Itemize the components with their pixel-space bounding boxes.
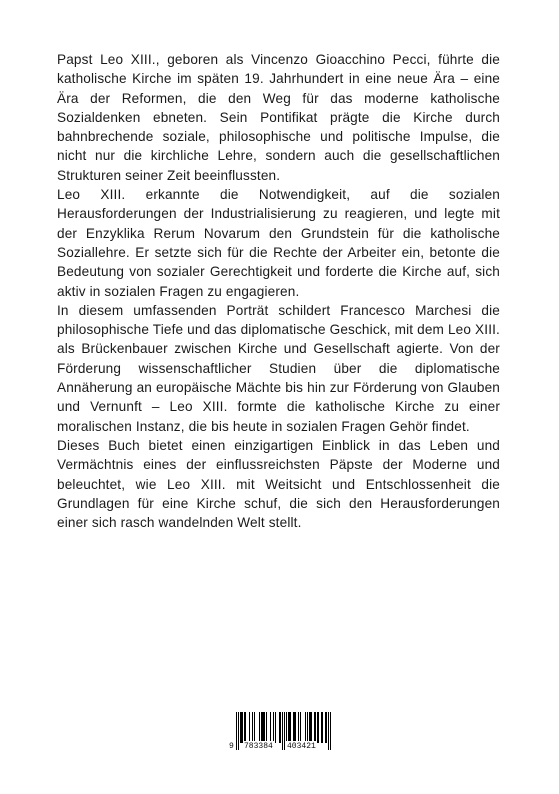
barcode-bar xyxy=(317,712,318,743)
barcode-first-digit: 9 xyxy=(229,742,234,751)
barcode-bar xyxy=(289,712,290,743)
barcode-left-group: 783384 xyxy=(244,742,273,751)
barcode-bar xyxy=(310,712,311,743)
blurb-paragraph-1: Papst Leo XIII., geboren als Vincenzo Gioacchino Pecci, führte die katholische Kirche im späten 19. Jahrhundert in eine neue Ära – eine Ära der Reformen, die den Weg für das moderne katholische Sozialdenken ebneten. Sein Pontifikat prägte die Kirche durch bahnbrechende soziale, philosophische und politische Impulse, die nicht nur die kirchliche Lehre, sondern auch die gesellschaftlichen Strukturen seiner Zeit beeinflussten. xyxy=(57,52,500,183)
barcode-bar xyxy=(279,712,280,743)
barcode-bar xyxy=(263,712,264,743)
blurb-paragraph-4: Dieses Buch bietet einen einzigartigen Einblick in das Leben und Vermächtnis eines der einflussreichsten Päpste der Moderne und beleuchtet, wie Leo XIII. mit Weitsicht und Entschlossenheit die Grundlagen für eine Kirche schuf, die sich den Herausforderungen einer sich rasch wandelnden Welt stellt. xyxy=(57,437,500,531)
barcode-bar xyxy=(270,712,271,743)
barcode-bar xyxy=(293,712,294,743)
barcode-bar xyxy=(294,712,295,743)
blurb-text xyxy=(57,50,500,532)
barcode-bar xyxy=(322,712,323,743)
barcode-bar xyxy=(254,712,255,743)
blurb-paragraph-2: Leo XIII. erkannte die Notwendigkeit, auf die sozialen Herausforderungen der Industrialisierung zu reagieren, und legte mit der Enzyklika Rerum Novarum den Grundstein für die katholische Soziallehre. Er setzte sich für die Rechte der Arbeiter ein, betonte die Bedeutung von sozialer Gerechtigkeit und forderte die Kirche auf, sich aktiv in sozialen Fragen zu engagieren. xyxy=(57,187,500,299)
barcode-bar xyxy=(311,712,312,743)
barcode-bar xyxy=(262,712,263,743)
barcode-bar xyxy=(275,712,276,743)
barcode-bar xyxy=(259,712,260,743)
barcode-bar xyxy=(280,712,281,743)
barcode-bar xyxy=(314,712,315,743)
barcode-bar xyxy=(241,712,242,743)
barcode-bar xyxy=(309,712,310,743)
barcode-bar xyxy=(240,712,241,743)
blurb-paragraph-3: In diesem umfassenden Porträt schildert Francesco Marchesi die philosophische Tiefe und das diplomatische Geschick, mit dem Leo XIII. als Brückenbauer zwischen Kirche und Gesellschaft agierte. Von der Förderung wissenschaftlicher Studien über die diplomatische Annäherung an europäische Mächte bis hin zur Förderung von Glauben und Vernunft – Leo XIII. formte die katholische Kirche zu einer moralischen Instanz, die bis heute in sozialen Fragen Gehör findet. xyxy=(57,302,500,434)
barcode-bar xyxy=(264,712,265,743)
barcode-bar xyxy=(244,712,245,743)
barcode-bar xyxy=(245,712,246,743)
barcode-bar xyxy=(315,712,316,743)
barcode-bar xyxy=(307,712,308,743)
barcode-bar xyxy=(290,712,291,743)
barcode-bar xyxy=(300,712,301,743)
barcode-bar xyxy=(325,712,326,743)
barcode-right-group: 403421 xyxy=(287,742,316,751)
barcode-bar xyxy=(242,712,243,743)
barcode-bar xyxy=(321,712,322,743)
barcode-bar xyxy=(261,712,262,743)
barcode-bar xyxy=(295,712,296,743)
barcode-bar xyxy=(298,712,299,743)
barcode-bar xyxy=(305,712,306,743)
barcode-bar xyxy=(273,712,274,743)
barcode-bar xyxy=(288,712,289,743)
barcode-bar xyxy=(286,712,287,743)
barcode-bar xyxy=(318,712,319,743)
barcode-digits xyxy=(228,741,332,752)
barcode-bar xyxy=(266,712,267,743)
barcode-bar xyxy=(252,712,253,743)
isbn-barcode xyxy=(228,712,332,752)
barcode-bar xyxy=(326,712,327,743)
barcode-bar xyxy=(249,712,250,743)
